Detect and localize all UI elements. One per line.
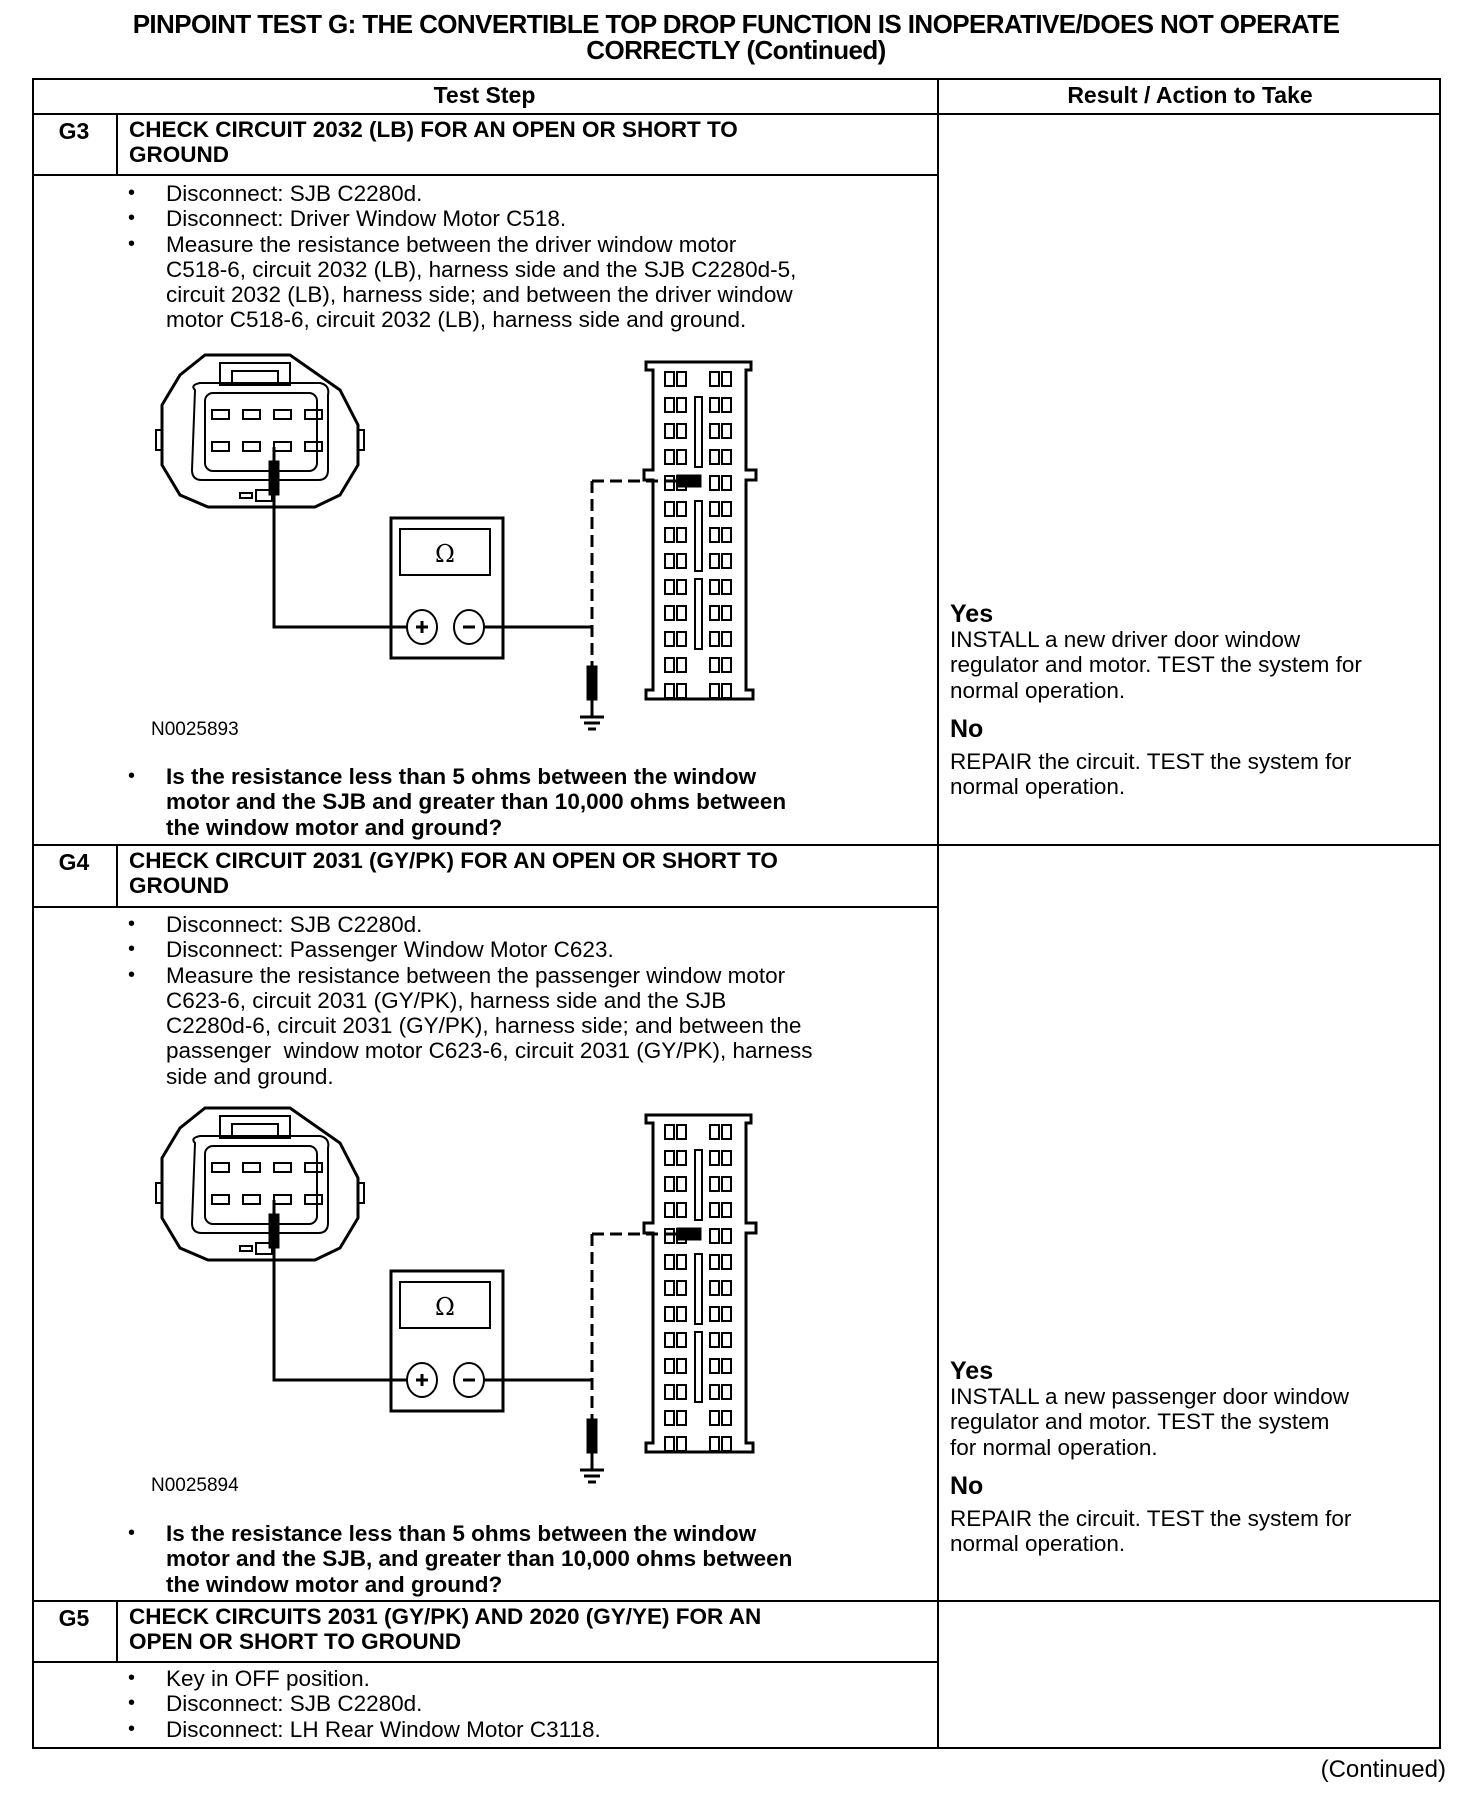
bullet-item bbox=[128, 1521, 792, 1597]
bullet-item bbox=[128, 963, 813, 1089]
text-line: • Disconnect: SJB C2280d. bbox=[166, 181, 423, 206]
step-title bbox=[129, 117, 738, 168]
ohmmeter-icon bbox=[391, 518, 503, 658]
bullet-item bbox=[128, 1717, 601, 1742]
positive-test-lead bbox=[274, 447, 407, 627]
text-line: • Is the resistance less than 5 ohms between the window bbox=[166, 764, 757, 789]
step-question bbox=[128, 764, 786, 840]
column-divider bbox=[937, 78, 939, 1748]
row-divider bbox=[32, 1600, 1441, 1602]
result-yes-label: Yes bbox=[950, 1357, 994, 1385]
text-line: • Disconnect: Driver Window Motor C518. bbox=[166, 206, 567, 232]
text-line: motor C518-6, circuit 2032 (LB), harness side and ground. bbox=[166, 307, 747, 333]
text-line: REPAIR the circuit. TEST the system for bbox=[950, 749, 1352, 774]
result-no-label: No bbox=[950, 1472, 984, 1500]
resistance-test-diagram bbox=[150, 1098, 790, 1493]
svg-text:Ω: Ω bbox=[435, 540, 455, 568]
bullet-item bbox=[128, 1666, 601, 1691]
figure-id: N0025894 bbox=[151, 1475, 239, 1496]
text-line: • Measure the resistance between the driver window motor bbox=[166, 231, 737, 257]
bullet-item bbox=[128, 1691, 601, 1716]
step-title bbox=[129, 848, 778, 899]
bullet-item bbox=[128, 181, 796, 206]
text-line: C518-6, circuit 2032 (LB), harness side and the SJB C2280d-5, bbox=[166, 256, 797, 282]
header-test-step: Test Step bbox=[433, 82, 536, 108]
text-line: the window motor and ground? bbox=[166, 1571, 503, 1597]
text-line: • Disconnect: SJB C2280d. bbox=[166, 1691, 423, 1717]
probe-icon bbox=[678, 1229, 700, 1239]
bullet-item bbox=[128, 206, 796, 231]
step-id-divider bbox=[116, 114, 118, 175]
result-no-action bbox=[950, 1506, 1351, 1557]
text-line: normal operation. bbox=[950, 677, 1126, 703]
svg-text:Ω: Ω bbox=[435, 1293, 455, 1321]
text-line: C623-6, circuit 2031 (GY/PK), harness side and the SJB bbox=[166, 987, 727, 1013]
text-line: REPAIR the circuit. TEST the system for bbox=[950, 1506, 1352, 1531]
probe-icon bbox=[588, 667, 596, 699]
sjb-connector-icon bbox=[644, 362, 756, 699]
result-yes-label: Yes bbox=[950, 600, 994, 628]
text-line: GROUND bbox=[129, 873, 229, 899]
text-line: • Disconnect: LH Rear Window Motor C3118. bbox=[166, 1716, 601, 1742]
ground-icon bbox=[580, 1452, 604, 1482]
row-divider bbox=[32, 844, 1441, 846]
header-divider bbox=[32, 113, 1441, 115]
window-motor-connector-icon bbox=[156, 355, 364, 507]
bullet-item bbox=[128, 937, 813, 962]
header-result: Result / Action to Take bbox=[1067, 82, 1313, 108]
ground-icon bbox=[580, 699, 604, 729]
step-instructions bbox=[128, 1666, 601, 1742]
text-line: • Is the resistance less than 5 ohms between the window bbox=[166, 1521, 757, 1546]
text-line: regulator and motor. TEST the system for bbox=[950, 652, 1362, 678]
text-line: OPEN OR SHORT TO GROUND bbox=[129, 1629, 462, 1655]
figure-id: N0025893 bbox=[151, 719, 239, 740]
text-line: C2280d-6, circuit 2031 (GY/PK), harness side; and between the bbox=[166, 1013, 802, 1039]
text-line: regulator and motor. TEST the system bbox=[950, 1409, 1330, 1435]
text-line: GROUND bbox=[129, 142, 229, 168]
result-yes-action bbox=[950, 627, 1362, 703]
ohmmeter-icon bbox=[391, 1271, 503, 1411]
bullet-item bbox=[128, 232, 796, 333]
page-title-line1: PINPOINT TEST G: THE CONVERTIBLE TOP DROP FUNCTION IS INOPERATIVE/DOES NOT OPERATE bbox=[132, 9, 1340, 39]
result-no-label: No bbox=[950, 715, 984, 743]
window-motor-connector-icon bbox=[156, 1108, 364, 1260]
sjb-connector-icon bbox=[644, 1115, 756, 1452]
step-id: G3 bbox=[58, 118, 90, 144]
probe-icon bbox=[588, 1420, 596, 1452]
bullet-item bbox=[128, 764, 786, 840]
text-line: CHECK CIRCUIT 2032 (LB) FOR AN OPEN OR SHORT TO bbox=[129, 117, 738, 142]
text-line: • Key in OFF position. bbox=[166, 1666, 370, 1691]
text-line: the window motor and ground? bbox=[166, 814, 503, 840]
text-line: motor and the SJB, and greater than 10,000 ohms between bbox=[166, 1546, 793, 1572]
continued-label: (Continued) bbox=[1320, 1756, 1446, 1783]
step-title-divider bbox=[32, 1661, 938, 1663]
text-line: • Measure the resistance between the passenger window motor bbox=[166, 962, 786, 988]
text-line: • Disconnect: SJB C2280d. bbox=[166, 912, 423, 937]
text-line: motor and the SJB and greater than 10,000 ohms between bbox=[166, 789, 787, 815]
step-question bbox=[128, 1521, 792, 1597]
text-line: INSTALL a new driver door window bbox=[950, 627, 1301, 652]
text-line: for normal operation. bbox=[950, 1434, 1158, 1460]
step-id: G5 bbox=[58, 1605, 90, 1631]
text-line: passenger window motor C623-6, circuit 2031 (GY/PK), harness bbox=[166, 1038, 813, 1064]
step-id: G4 bbox=[58, 849, 90, 875]
text-line: circuit 2032 (LB), harness side; and between the driver window bbox=[166, 282, 793, 308]
result-yes-action bbox=[950, 1384, 1349, 1460]
step-id-divider bbox=[116, 845, 118, 907]
step-instructions bbox=[128, 181, 796, 333]
probe-icon bbox=[678, 476, 700, 486]
text-line: side and ground. bbox=[166, 1063, 334, 1089]
text-line: CHECK CIRCUITS 2031 (GY/PK) AND 2020 (GY/YE) FOR AN bbox=[129, 1604, 762, 1629]
bullet-item bbox=[128, 912, 813, 937]
step-title-divider bbox=[32, 906, 938, 908]
result-no-action bbox=[950, 749, 1351, 800]
text-line: CHECK CIRCUIT 2031 (GY/PK) FOR AN OPEN OR SHORT TO bbox=[129, 848, 778, 873]
text-line: INSTALL a new passenger door window bbox=[950, 1384, 1349, 1409]
step-title-divider bbox=[32, 174, 938, 176]
step-instructions bbox=[128, 912, 813, 1089]
text-line: normal operation. bbox=[950, 774, 1126, 800]
resistance-test-diagram bbox=[150, 345, 790, 740]
positive-test-lead bbox=[274, 1200, 407, 1380]
step-id-divider bbox=[116, 1601, 118, 1662]
text-line: normal operation. bbox=[950, 1531, 1126, 1557]
text-line: • Disconnect: Passenger Window Motor C623. bbox=[166, 937, 614, 963]
step-title bbox=[129, 1604, 761, 1655]
page-title-line2: CORRECTLY (Continued) bbox=[586, 35, 886, 65]
